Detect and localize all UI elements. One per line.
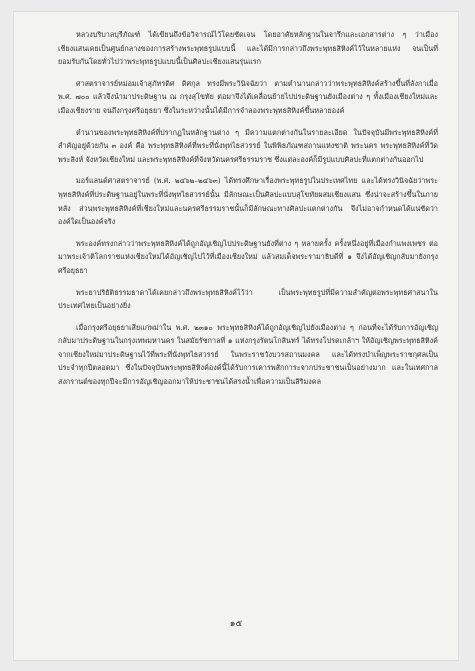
paragraph-1: หลวงบริบาลบุรีภัณฑ์ ได้เขียนถึงข้อวิจารณ์ไว้โดยชัดเจน โดยอาศัยหลักฐานในจารึกและเอกสารต่าง ๆ ว่าเมืองเชียงแสนเคยเป็นศูนย์กลางของการสร้างพระพุทธรูปแบบนี้ และได้มีการกล่าวถึงพระพุทธสิหิงค์ไว้ในหลายแห่ง จนเป็นที่ยอมรับกันโดยทั่วไปว่าพระพุทธรูปแบบนี้เป็นศิลปะเชียงแสนรุ่นแรก [58, 30, 438, 67]
paragraph-7: เมื่อกรุงศรีอยุธยาเสียแก่พม่าใน พ.ศ. ๒๓๑๐ พระพุทธสิหิงค์ได้ถูกอัญเชิญไปยังเมืองต่าง ๆ ก่อนที่จะได้รับการอัญเชิญกลับมาประดิษฐานในกรุงเทพมหานคร ในสมัยรัชกาลที่ ๑ แห่งกรุงรัตนโกสินทร์ ได้ทรงโปรดเกล้าฯ ให้อัญเชิญพระพุทธสิหิงค์จากเชียงใหม่มาประดิษฐานไว้ที่พระที่นั่งพุทไธสวรรย์ ในพระราชวังบวรสถานมงคล และได้ทรงบำเพ็ญพระราชกุศลเป็นประจำทุกปีตลอดมา ซึ่งในปัจจุบันพระพุทธสิหิงค์องค์นี้ได้รับการเคารพสักการะจากประชาชนเป็นอย่างมาก และในเทศกาลสงกรานต์ของทุกปีจะมีการอัญเชิญออกมาให้ประชาชนได้สรงน้ำเพื่อความเป็นสิริมงคล [58, 322, 438, 387]
document-body [58, 28, 438, 397]
paragraph-4: มอร์แลนด์ศาสตราจารย์ (พ.ศ. ๒๔๖๒–๒๔๖๓) ได้ทรงศึกษาเรื่องพระพุทธรูปในประเทศไทย และได้ทรงวินิจฉัยว่าพระพุทธสิหิงค์ที่ประดิษฐานอยู่ในพระที่นั่งพุทไธสวรรย์นั้น มีลักษณะเป็นศิลปะแบบสุโขทัยผสมเชียงแสน ซึ่งน่าจะสร้างขึ้นในภายหลัง ส่วนพระพุทธสิหิงค์ที่เชียงใหม่และนครศรีธรรมราชนั้นก็มีลักษณะทางศิลปะแตกต่างกัน จึงไม่อาจกำหนดได้แน่ชัดว่าองค์ใดเป็นองค์จริง [58, 176, 438, 227]
paragraph-6: พระยาปริยัติธรรมธาดาได้เคยกล่าวถึงพระพุทธสิหิงค์ไว้ว่า เป็นพระพุทธรูปที่มีความสำคัญต่อพระพุทธศาสนาในประเทศไทยเป็นอย่างยิ่ง [58, 287, 438, 311]
paragraph-2: ศาสตราจารย์หม่อมเจ้าสุภัทรดิศ ดิศกุล ทรงมีพระวินิจฉัยว่า ตามตำนานกล่าวว่าพระพุทธสิหิงค์สร้างขึ้นที่ลังกาเมื่อ พ.ศ. ๗๐๐ แล้วจึงนำมาประดิษฐาน ณ กรุงสุโขทัย ต่อมาจึงได้เคลื่อนย้ายไปประดิษฐานยังเมืองต่าง ๆ ทั้งเมืองเชียงใหม่และเมืองเชียงราย จนถึงกรุงศรีอยุธยา ซึ่งในระหว่างนั้นได้มีการจำลองพระพุทธสิหิงค์ขึ้นหลายองค์ [58, 78, 438, 115]
document-page [14, 12, 458, 660]
paragraph-5: พระองค์ทรงกล่าวว่าพระพุทธสิหิงค์ได้ถูกอัญเชิญไปประดิษฐานยังที่ต่าง ๆ หลายครั้ง ครั้งหนึ่งอยู่ที่เมืองกำแพงเพชร ต่อมาพระเจ้าติโลกราชแห่งเชียงใหม่ได้อัญเชิญไปไว้ที่เมืองเชียงใหม่ แล้วสมเด็จพระรามาธิบดีที่ ๑ จึงได้อัญเชิญกลับมายังกรุงศรีอยุธยา [58, 238, 438, 275]
page-number: ๑๕ [229, 619, 243, 629]
paragraph-3: ตำนานของพระพุทธสิหิงค์ที่ปรากฏในหลักฐานต่าง ๆ มีความแตกต่างกันในรายละเอียด ในปัจจุบันมีพระพุทธสิหิงค์ที่สำคัญอยู่ด้วยกัน ๓ องค์ คือ พระพุทธสิหิงค์ที่พระที่นั่งพุทไธสวรรย์ ในพิพิธภัณฑสถานแห่งชาติ พระนคร พระพุทธสิหิงค์ที่วัดพระสิงห์ จังหวัดเชียงใหม่ และพระพุทธสิหิงค์ที่จังหวัดนครศรีธรรมราช ซึ่งแต่ละองค์ก็มีรูปแบบศิลปะที่แตกต่างกันออกไป [58, 127, 438, 164]
